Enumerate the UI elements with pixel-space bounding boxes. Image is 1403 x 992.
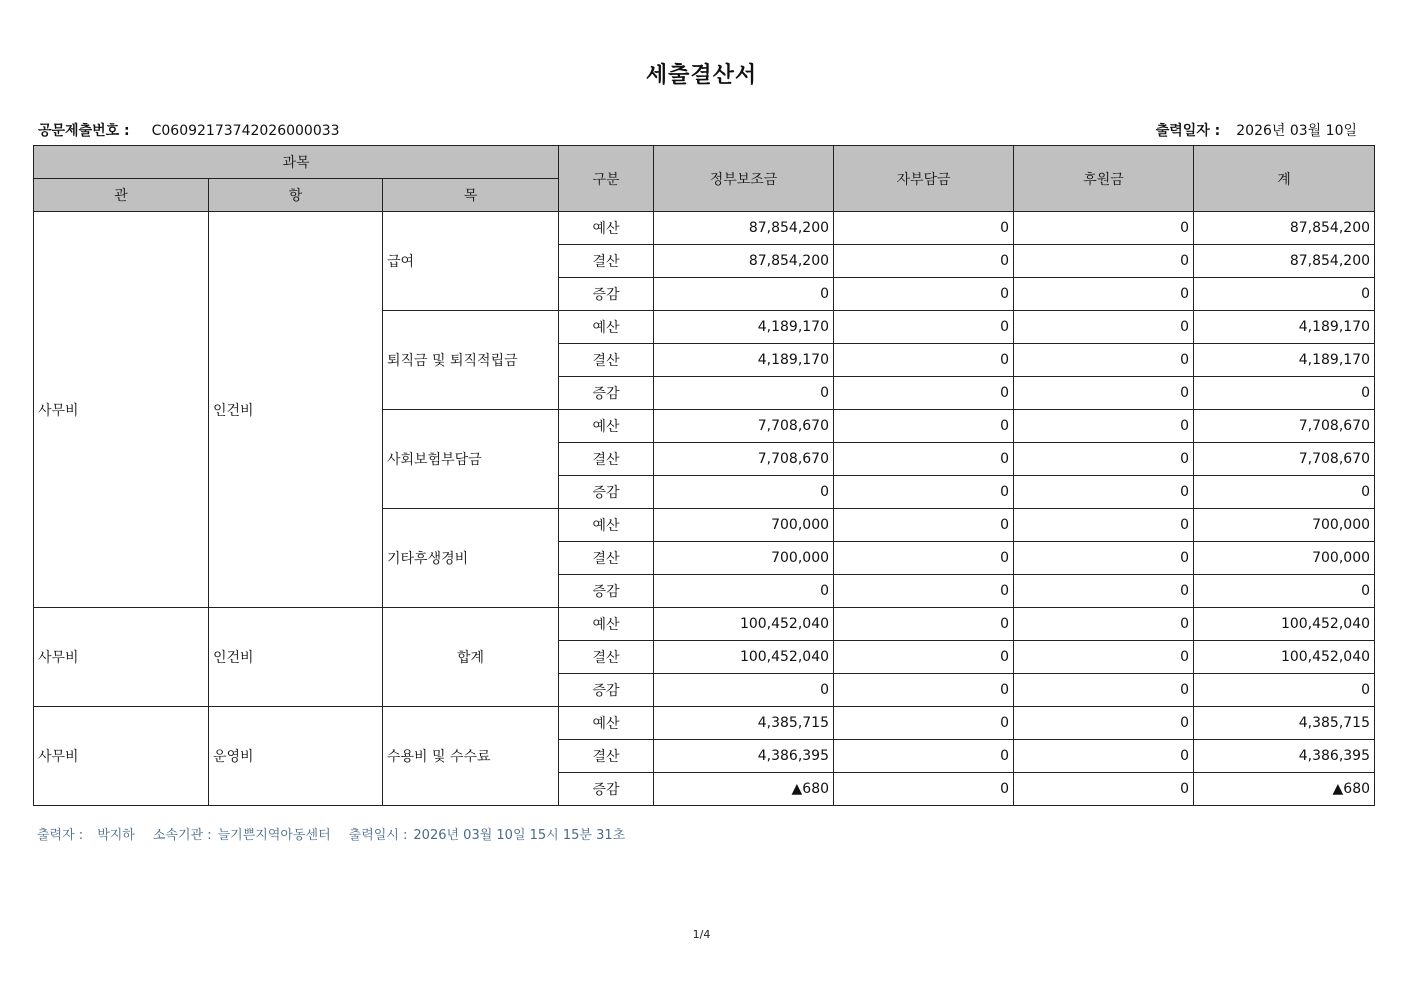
sponsor-cell: 0 bbox=[1014, 278, 1194, 311]
self-cell: 0 bbox=[834, 740, 1014, 773]
mok-cell: 사회보험부담금 bbox=[383, 410, 559, 509]
header-gwamok: 과목 bbox=[34, 146, 559, 179]
gov-cell: 4,385,715 bbox=[654, 707, 834, 740]
total-cell: 0 bbox=[1194, 575, 1375, 608]
total-cell: 0 bbox=[1194, 377, 1375, 410]
total-cell: 700,000 bbox=[1194, 509, 1375, 542]
gubun-cell: 예산 bbox=[559, 707, 654, 740]
self-cell: 0 bbox=[834, 245, 1014, 278]
sponsor-cell: 0 bbox=[1014, 476, 1194, 509]
sponsor-cell: 0 bbox=[1014, 212, 1194, 245]
header-hang: 항 bbox=[209, 179, 383, 212]
total-cell: 100,452,040 bbox=[1194, 641, 1375, 674]
sponsor-cell: 0 bbox=[1014, 641, 1194, 674]
gubun-cell: 증감 bbox=[559, 278, 654, 311]
header-gov: 정부보조금 bbox=[654, 146, 834, 212]
header-gubun: 구분 bbox=[559, 146, 654, 212]
gov-cell: 700,000 bbox=[654, 509, 834, 542]
gov-cell: 4,386,395 bbox=[654, 740, 834, 773]
settlement-table bbox=[33, 145, 1375, 806]
print-time-label: 출력일시 : bbox=[348, 828, 408, 843]
self-cell: 0 bbox=[834, 707, 1014, 740]
print-date bbox=[1156, 120, 1357, 140]
gwan-cell: 사무비 bbox=[34, 608, 209, 707]
gov-cell: 100,452,040 bbox=[654, 641, 834, 674]
self-cell: 0 bbox=[834, 476, 1014, 509]
hang-cell: 운영비 bbox=[209, 707, 383, 806]
gov-cell: 7,708,670 bbox=[654, 443, 834, 476]
sponsor-cell: 0 bbox=[1014, 311, 1194, 344]
printer-name: 박지하 bbox=[97, 828, 135, 843]
gov-cell: 0 bbox=[654, 278, 834, 311]
print-date-value: 2026년 03월 10일 bbox=[1236, 123, 1357, 139]
self-cell: 0 bbox=[834, 410, 1014, 443]
header-self: 자부담금 bbox=[834, 146, 1014, 212]
total-cell: 4,386,395 bbox=[1194, 740, 1375, 773]
total-cell: 0 bbox=[1194, 674, 1375, 707]
mok-cell: 급여 bbox=[383, 212, 559, 311]
header-total: 계 bbox=[1194, 146, 1375, 212]
sponsor-cell: 0 bbox=[1014, 740, 1194, 773]
self-cell: 0 bbox=[834, 443, 1014, 476]
header-sponsor: 후원금 bbox=[1014, 146, 1194, 212]
gov-cell: 4,189,170 bbox=[654, 344, 834, 377]
gov-cell: 100,452,040 bbox=[654, 608, 834, 641]
sponsor-cell: 0 bbox=[1014, 410, 1194, 443]
total-cell: 700,000 bbox=[1194, 542, 1375, 575]
gov-cell: ▲680 bbox=[654, 773, 834, 806]
doc-number bbox=[38, 120, 340, 140]
org-label: 소속기관 : bbox=[152, 828, 212, 843]
gov-cell: 700,000 bbox=[654, 542, 834, 575]
document-title: 세출결산서 bbox=[645, 63, 758, 88]
sponsor-cell: 0 bbox=[1014, 509, 1194, 542]
mok-cell: 기타후생경비 bbox=[383, 509, 559, 608]
sponsor-cell: 0 bbox=[1014, 377, 1194, 410]
sponsor-cell: 0 bbox=[1014, 443, 1194, 476]
table-row bbox=[34, 608, 1375, 641]
self-cell: 0 bbox=[834, 773, 1014, 806]
total-cell: 0 bbox=[1194, 278, 1375, 311]
gubun-cell: 예산 bbox=[559, 311, 654, 344]
gubun-cell: 결산 bbox=[559, 641, 654, 674]
total-cell: 100,452,040 bbox=[1194, 608, 1375, 641]
doc-number-label: 공문제출번호 : bbox=[38, 123, 130, 139]
total-cell: 4,189,170 bbox=[1194, 344, 1375, 377]
total-cell: 7,708,670 bbox=[1194, 443, 1375, 476]
self-cell: 0 bbox=[834, 509, 1014, 542]
self-cell: 0 bbox=[834, 344, 1014, 377]
print-date-label: 출력일자 : bbox=[1155, 123, 1221, 139]
gubun-cell: 예산 bbox=[559, 410, 654, 443]
gubun-cell: 증감 bbox=[559, 773, 654, 806]
table-row bbox=[34, 707, 1375, 740]
sponsor-cell: 0 bbox=[1014, 773, 1194, 806]
sponsor-cell: 0 bbox=[1014, 707, 1194, 740]
gubun-cell: 증감 bbox=[559, 674, 654, 707]
gubun-cell: 결산 bbox=[559, 443, 654, 476]
gubun-cell: 예산 bbox=[559, 608, 654, 641]
total-cell: 7,708,670 bbox=[1194, 410, 1375, 443]
subtotal-label: 합계 bbox=[383, 608, 559, 707]
gov-cell: 0 bbox=[654, 476, 834, 509]
sponsor-cell: 0 bbox=[1014, 575, 1194, 608]
gubun-cell: 결산 bbox=[559, 542, 654, 575]
self-cell: 0 bbox=[834, 641, 1014, 674]
total-cell: ▲680 bbox=[1194, 773, 1375, 806]
header-gwan: 관 bbox=[34, 179, 209, 212]
org-name: 늘기쁜지역아동센터 bbox=[217, 828, 331, 843]
self-cell: 0 bbox=[834, 674, 1014, 707]
total-cell: 87,854,200 bbox=[1194, 212, 1375, 245]
sponsor-cell: 0 bbox=[1014, 344, 1194, 377]
total-cell: 4,385,715 bbox=[1194, 707, 1375, 740]
hang-cell: 인건비 bbox=[209, 608, 383, 707]
gov-cell: 87,854,200 bbox=[654, 245, 834, 278]
print-info bbox=[37, 824, 631, 843]
gov-cell: 0 bbox=[654, 575, 834, 608]
self-cell: 0 bbox=[834, 575, 1014, 608]
gubun-cell: 예산 bbox=[559, 212, 654, 245]
doc-number-value: C06092173742026000033 bbox=[151, 123, 340, 139]
page-number: 1/4 bbox=[692, 928, 711, 941]
mok-cell: 퇴직금 및 퇴직적립금 bbox=[383, 311, 559, 410]
printer-label: 출력자 : bbox=[37, 828, 84, 843]
total-cell: 0 bbox=[1194, 476, 1375, 509]
sponsor-cell: 0 bbox=[1014, 608, 1194, 641]
gov-cell: 0 bbox=[654, 674, 834, 707]
self-cell: 0 bbox=[834, 542, 1014, 575]
self-cell: 0 bbox=[834, 377, 1014, 410]
gov-cell: 7,708,670 bbox=[654, 410, 834, 443]
mok-cell: 수용비 및 수수료 bbox=[383, 707, 559, 806]
gubun-cell: 결산 bbox=[559, 344, 654, 377]
gubun-cell: 증감 bbox=[559, 377, 654, 410]
gov-cell: 4,189,170 bbox=[654, 311, 834, 344]
print-time: 2026년 03월 10일 15시 15분 31초 bbox=[413, 828, 626, 843]
gubun-cell: 증감 bbox=[559, 476, 654, 509]
gubun-cell: 예산 bbox=[559, 509, 654, 542]
sponsor-cell: 0 bbox=[1014, 674, 1194, 707]
total-cell: 4,189,170 bbox=[1194, 311, 1375, 344]
gubun-cell: 증감 bbox=[559, 575, 654, 608]
gov-cell: 87,854,200 bbox=[654, 212, 834, 245]
self-cell: 0 bbox=[834, 212, 1014, 245]
self-cell: 0 bbox=[834, 311, 1014, 344]
header-mok: 목 bbox=[383, 179, 559, 212]
gwan-cell: 사무비 bbox=[34, 707, 209, 806]
self-cell: 0 bbox=[834, 608, 1014, 641]
gubun-cell: 결산 bbox=[559, 245, 654, 278]
gov-cell: 0 bbox=[654, 377, 834, 410]
hang-cell: 인건비 bbox=[209, 212, 383, 608]
sponsor-cell: 0 bbox=[1014, 542, 1194, 575]
self-cell: 0 bbox=[834, 278, 1014, 311]
total-cell: 87,854,200 bbox=[1194, 245, 1375, 278]
sponsor-cell: 0 bbox=[1014, 245, 1194, 278]
gubun-cell: 결산 bbox=[559, 740, 654, 773]
table-row bbox=[34, 212, 1375, 245]
gwan-cell: 사무비 bbox=[34, 212, 209, 608]
